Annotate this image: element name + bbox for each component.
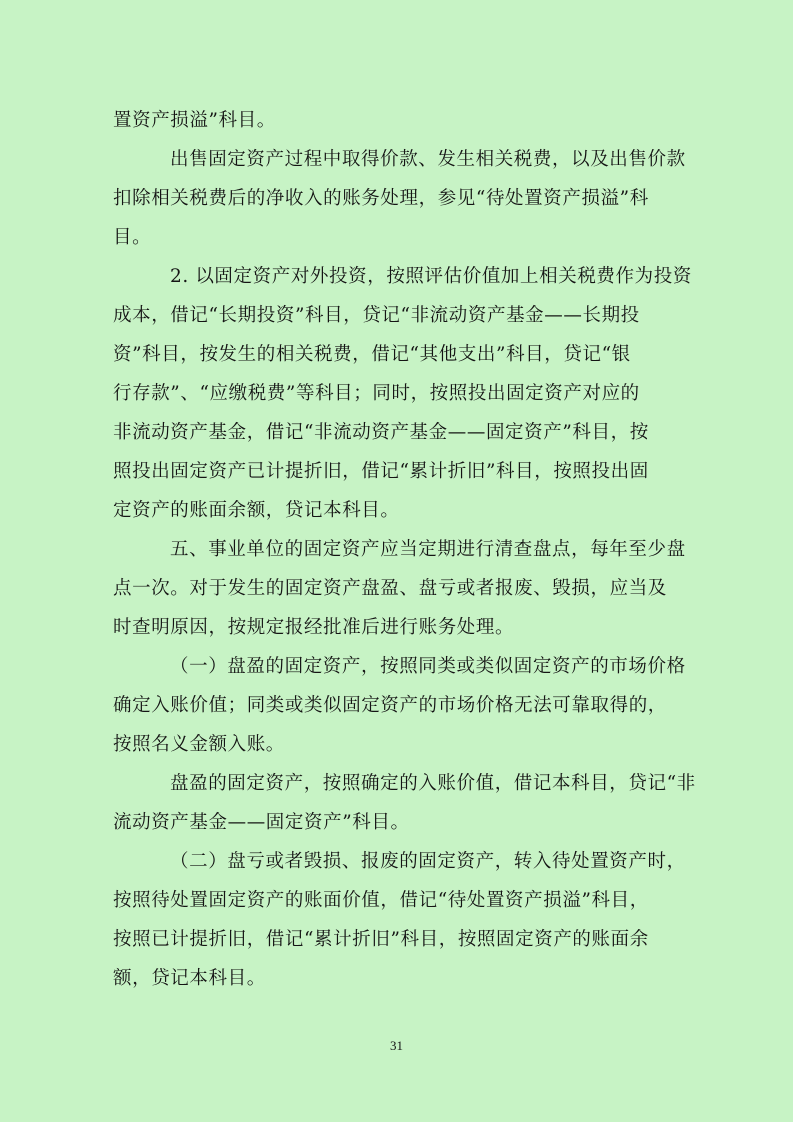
- text-line: 确定入账价值；同类或类似固定资产的市场价格无法可靠取得的，: [113, 695, 667, 716]
- text-line: 照投出固定资产已计提折旧，借记“累计折旧”科目，按照投出固: [113, 461, 649, 482]
- text-line: 按照已计提折旧，借记“累计折旧”科目，按照固定资产的账面余: [113, 929, 649, 950]
- text-line: 资”科目，按发生的相关税费，借记“其他支出”科目，贷记“银: [113, 344, 631, 365]
- text-line: 额，贷记本科目。: [113, 968, 266, 989]
- text-line: 盘盈的固定资产，按照确定的入账价值，借记本科目，贷记“非: [170, 773, 696, 794]
- text-line: 时查明原因，按规定报经批准后进行账务处理。: [113, 617, 515, 638]
- text-line: （一）盘盈的固定资产，按照同类或类似固定资产的市场价格: [170, 656, 686, 677]
- text-line: （二）盘亏或者毁损、报废的固定资产，转入待处置资产时，: [170, 851, 686, 872]
- text-line: 2. 以固定资产对外投资，按照评估价值加上相关税费作为投资: [170, 266, 692, 287]
- text-line: 点一次。对于发生的固定资产盘盈、盘亏或者报废、毁损，应当及: [113, 578, 667, 599]
- text-line: 成本，借记“长期投资”科目，贷记“非流动资产基金——长期投: [113, 305, 640, 326]
- text-line: 流动资产基金——固定资产”科目。: [113, 812, 410, 833]
- text-line: 按照待处置固定资产的账面价值，借记“待处置资产损溢”科目，: [113, 890, 649, 911]
- text-line: 出售固定资产过程中取得价款、发生相关税费，以及出售价款: [170, 149, 686, 170]
- text-line: 五、事业单位的固定资产应当定期进行清查盘点，每年至少盘: [170, 539, 686, 560]
- text-line: 行存款”、“应缴税费”等科目；同时，按照投出固定资产对应的: [113, 383, 640, 404]
- text-line: 非流动资产基金，借记“非流动资产基金——固定资产”科目，按: [113, 422, 649, 443]
- page-number: 31: [390, 1038, 403, 1053]
- text-line: 扣除相关税费后的净收入的账务处理，参见“待处置资产损溢”科: [113, 188, 649, 209]
- text-line: 目。: [113, 227, 152, 248]
- text-line: 定资产的账面余额，贷记本科目。: [113, 500, 400, 521]
- text-line: 置资产损溢”科目。: [113, 110, 276, 131]
- text-line: 按照名义金额入账。: [113, 734, 285, 755]
